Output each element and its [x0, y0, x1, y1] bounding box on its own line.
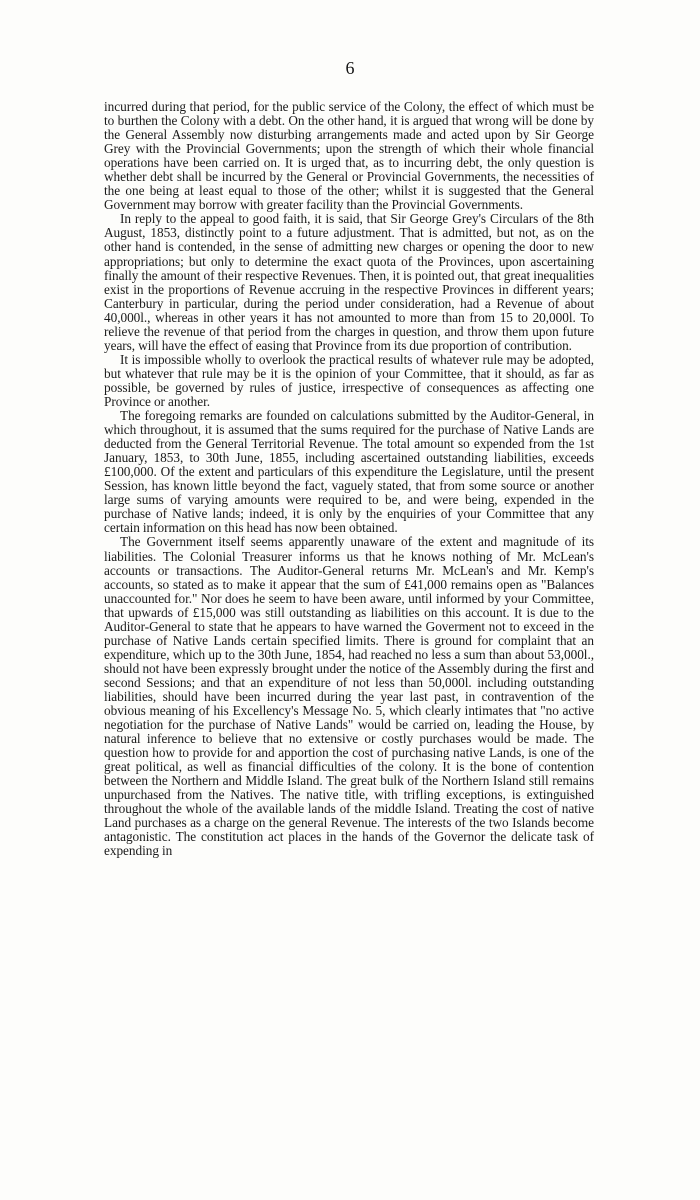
paragraph-government-liabilities: The Government itself seems apparently unaware of the extent and magnitude of its liabilities. The Colonial Treasurer informs us that he knows nothing of Mr. McLean's accounts or transactions. The Auditor-General returns Mr. McLean's and Mr. Kemp's accounts, so stated as to make it appear that the sum of £41,000 remains open as "Balances unaccounted for." Nor does he seem to have been aware, until informed by your Committee, that upwards of £15,000 was still outstanding as liabilities on this account. It is due to the Auditor-General to state that he appears to have warned the Goverment not to exceed in the purchase of Native Lands certain specified limits. There is ground for complaint that an expenditure, which up to the 30th June, 1854, had reached no less a sum than about 53,000l., should not have been expressly brought under the notice of the Assembly during the first and second Sessions; and that an expenditure of not less than 50,000l. including outstanding liabilities, should have been incurred during the year last past, in contravention of the obvious meaning of his Excellency's Message No. 5, which clearly intimates that "no active negotiation for the purchase of Native Lands" would be carried on, leading the House, by natural inference to believe that no extensive or costly purchases would be made. The question how to provide for and apportion the cost of purchasing native Lands, is one of the great political, as well as financial difficulties of the colony. It is the bone of contention between the Northern and Middle Island. The great bulk of the Northern Island still remains unpurchased from the Natives. The native title, with trifling exceptions, is extinguished throughout the whole of the available lands of the middle Island. Treating the cost of native Land purchases as a charge on the general Revenue. The interests of the two Islands become antagonistic. The constitution act places in the hands of the Governor the delicate task of expending in	[104, 534, 594, 859]
paragraph-auditor-calculations: The foregoing remarks are founded on calculations submitted by the Auditor-General, in which throughout, it is assumed that the sums required for the purchase of Native Lands are deducted from the General Territorial Revenue. The total amount so expended from the 1st January, 1853, to 30th June, 1855, including ascertained outstanding liabilities, exceeds £100,000. Of the extent and particulars of this expenditure the Legislature, until the present Session, has known little beyond the fact, vaguely stated, that from some source or another large sums of varying amounts were required to be, and were being, expended in the purchase of Native lands; indeed, it is only by the enquiries of your Committee that any certain information on this head has now been obtained.	[104, 408, 594, 536]
paragraph-good-faith-reply: In reply to the appeal to good faith, it is said, that Sir George Grey's Circulars of the 8th August, 1853, distinctly point to a future adjustment. That is admitted, but not, as on the other hand is contended, in the sense of admitting new charges or opening the door to new appropriations; but only to determine the exact quota of the Provinces, upon ascertaining finally the amount of their respective Revenues. Then, it is pointed out, that great inequalities exist in the proportions of Revenue accruing in the respective Provinces in different years; Canterbury in particular, during the period under consideration, had a Revenue of about 40,000l., whereas in other years it has not amounted to more than from 15 to 20,000l. To relieve the revenue of that period from the charges in question, and throw them upon future years, will have the effect of easing that Province from its due proportion of contribution.	[104, 211, 594, 353]
paragraph-financial-arguments: incurred during that period, for the public service of the Colony, the effect of which must be to burthen the Colony with a debt. On the other hand, it is argued that wrong will be done by the General Assembly now disturbing arrangements made and acted upon by Sir George Grey with the Provincial Governments; upon the strength of which their whole financial operations have been carried on. It is urged that, as to incurring debt, the only question is whether debt shall be incurred by the General or Provincial Governments, the necessities of the one being at least equal to those of the other; whilst it is suggested that the General Government may borrow with greater facility than the Provincial Governments.	[104, 99, 594, 213]
page-number: 6	[345, 58, 355, 78]
report-body	[104, 100, 594, 859]
paragraph-committee-opinion: It is impossible wholly to overlook the practical results of whatever rule may be adopted, but whatever that rule may be it is the opinion of your Committee, that it should, as far as possible, be governed by rules of justice, irrespective of consequences as affecting one Province or another.	[104, 351, 594, 409]
